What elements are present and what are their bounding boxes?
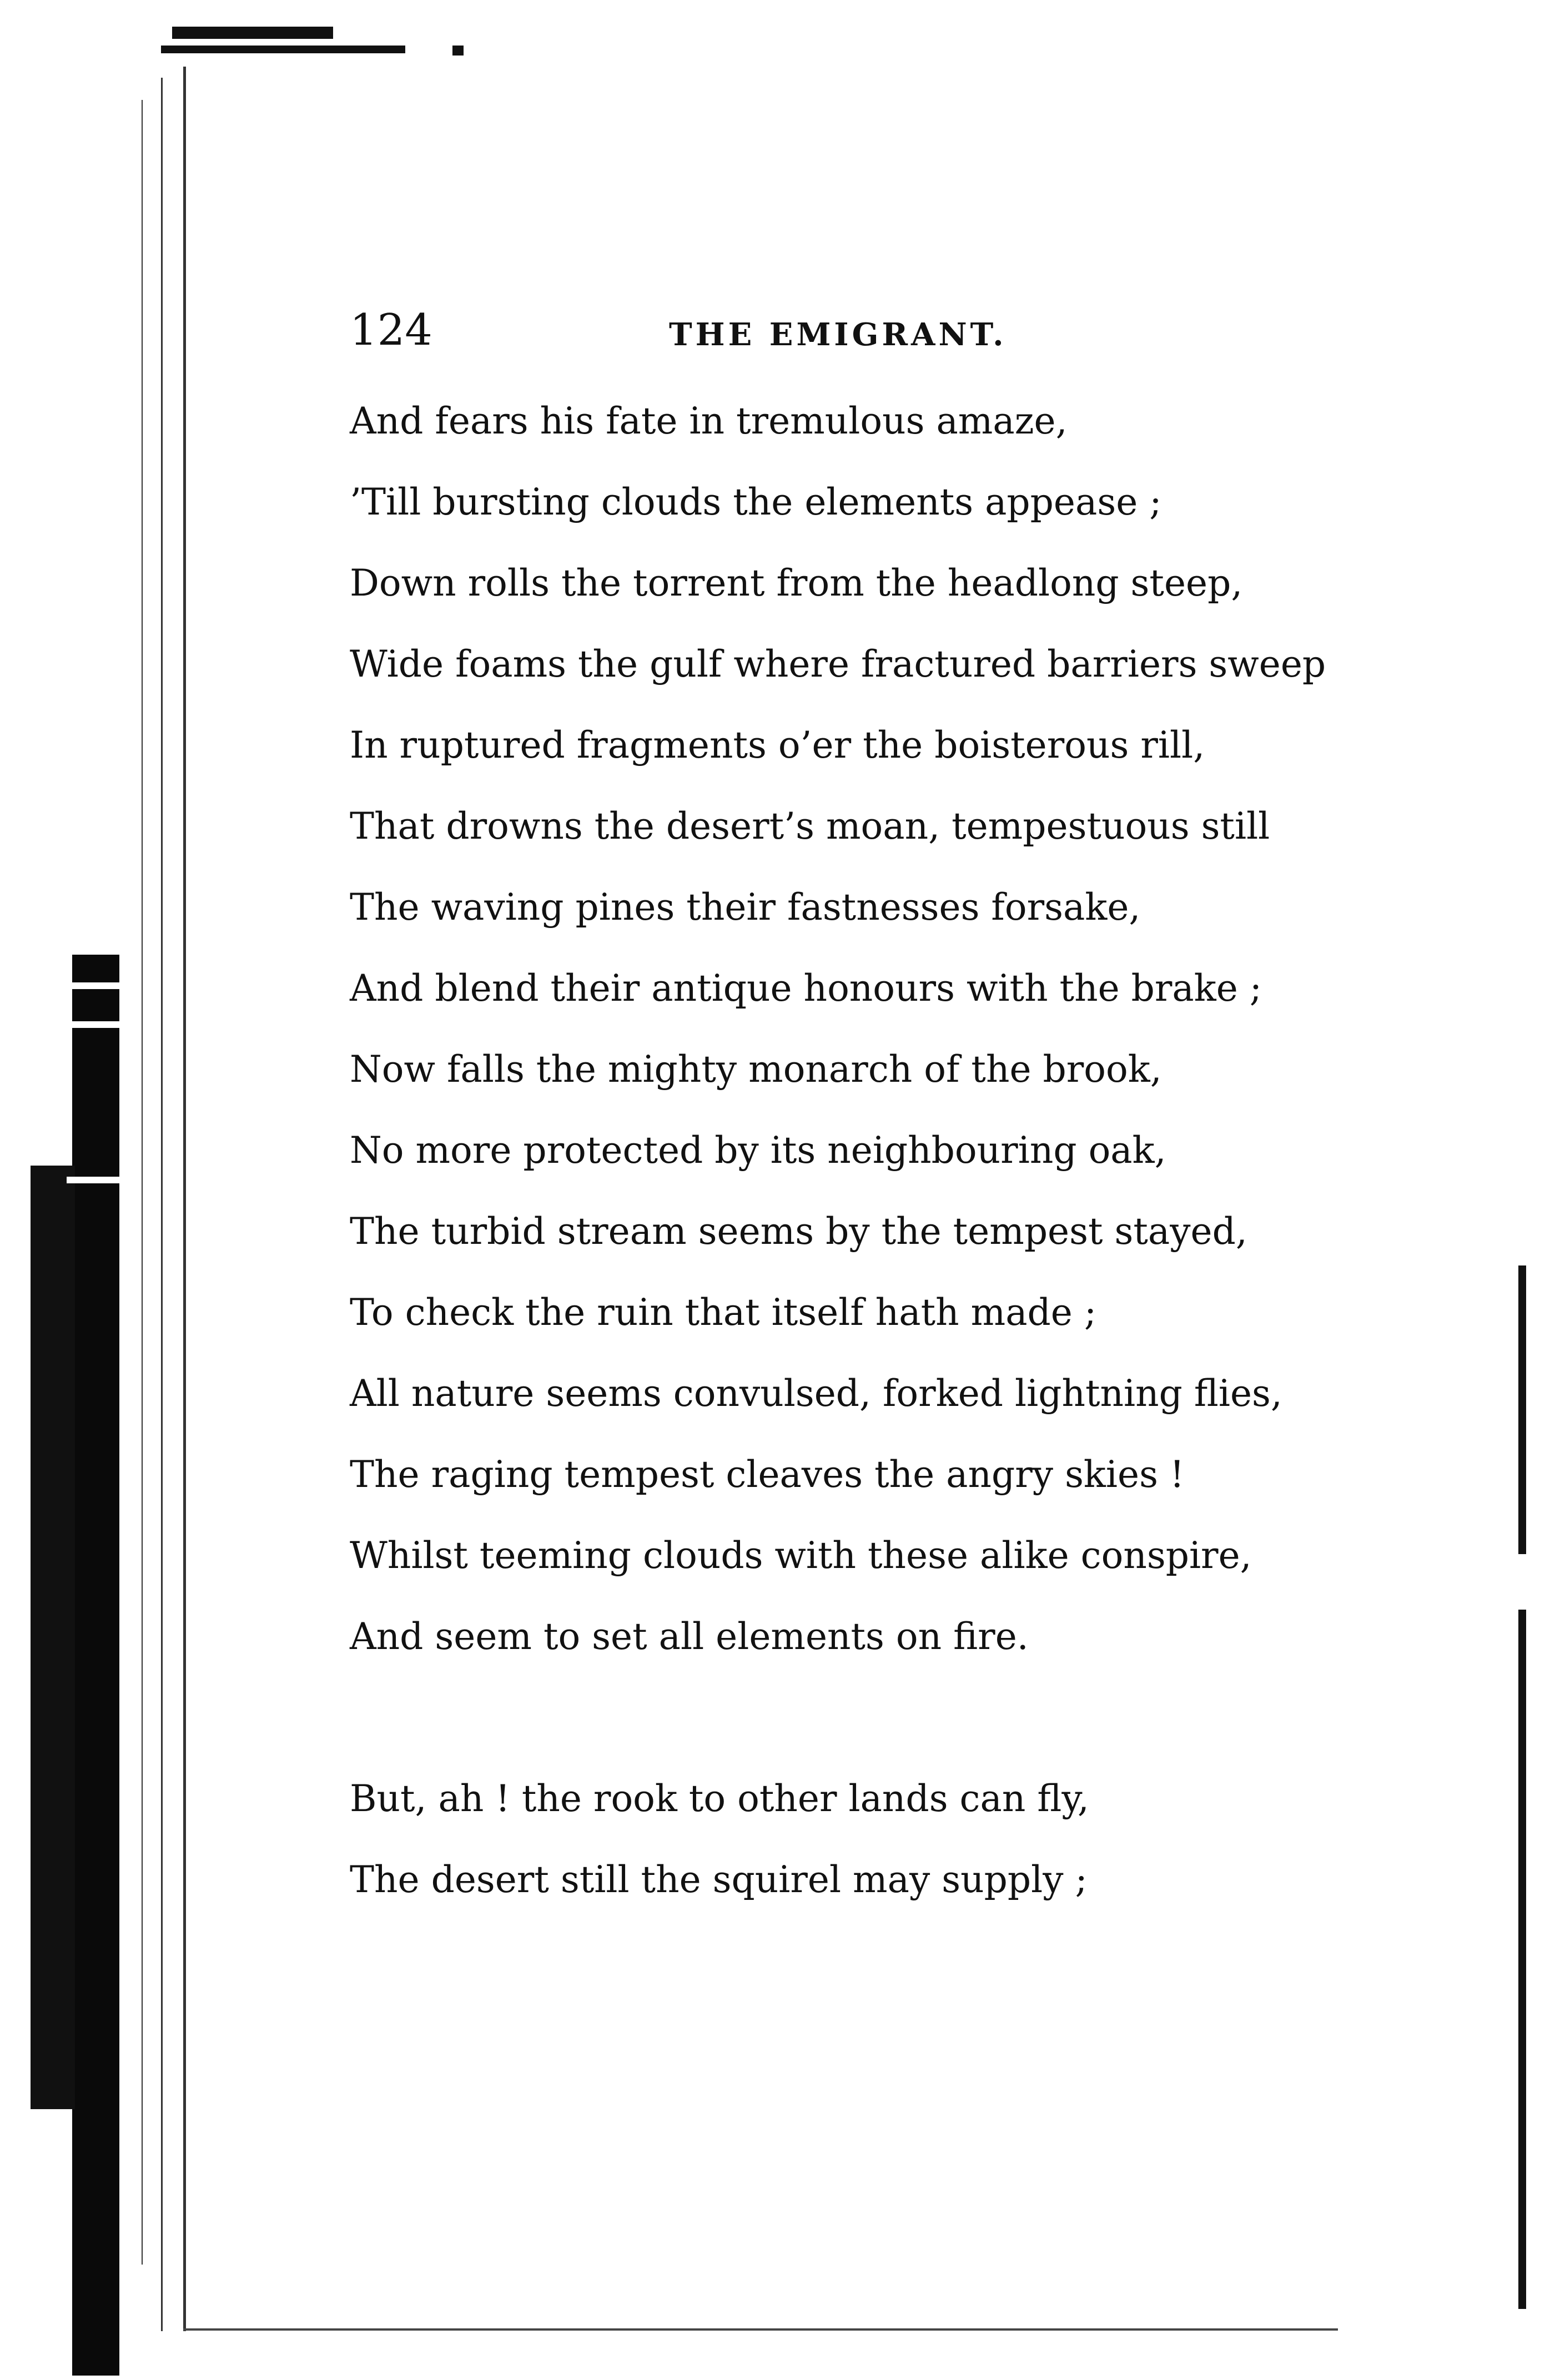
scan-artifact-gap — [67, 1177, 128, 1183]
running-title: THE EMIGRANT. — [669, 316, 1007, 353]
verse-line: All nature seems convulsed, forked lightning flies, — [350, 1372, 1282, 1415]
scan-artifact-top-bar — [172, 27, 333, 39]
verse-line: Now falls the mighty monarch of the brook, — [350, 1048, 1162, 1091]
scan-artifact-dot — [452, 46, 464, 56]
stanza — [350, 1758, 1405, 1920]
verse-line: That drowns the desert’s moan, tempestuous still — [350, 805, 1270, 848]
verse-line: And seem to set all elements on fire. — [350, 1615, 1029, 1658]
verse-line: And fears his fate in tremulous amaze, — [350, 400, 1068, 442]
scan-artifact-right-edge — [1518, 1265, 1526, 1554]
verse-line: And blend their antique honours with the brake ; — [350, 967, 1262, 1010]
stanza — [350, 381, 1405, 1677]
verse-line: The turbid stream seems by the tempest stayed, — [350, 1210, 1247, 1253]
binding-edge-line — [142, 100, 143, 2265]
scan-artifact-right-edge — [1518, 1610, 1526, 2309]
verse-line: In ruptured fragments o’er the boisterous rill, — [350, 724, 1205, 767]
binding-edge-line — [183, 67, 186, 2331]
scan-artifact-top-rule — [161, 46, 405, 53]
verse-line: The waving pines their fastnesses forsake, — [350, 886, 1141, 929]
verse-line: The raging tempest cleaves the angry skies ! — [350, 1453, 1185, 1496]
binding-edge-line — [161, 78, 163, 2331]
page-number: 124 — [350, 305, 432, 355]
scan-artifact-binding-shadow — [31, 1166, 75, 2109]
book-page — [350, 300, 1405, 1920]
verse-line: The desert still the squirel may supply ; — [350, 1858, 1088, 1901]
scan-artifact-binding-shadow — [72, 955, 119, 2376]
scan-artifact-gap — [67, 1021, 128, 1028]
verse-line: No more protected by its neighbouring oak, — [350, 1129, 1166, 1172]
running-head — [350, 300, 1405, 361]
scan-artifact-bottom-rule — [183, 2328, 1338, 2331]
verse-line: Whilst teeming clouds with these alike conspire, — [350, 1534, 1252, 1577]
verse-line: ’Till bursting clouds the elements appease ; — [350, 481, 1162, 523]
verse-line: Wide foams the gulf where fractured barriers sweep — [350, 643, 1326, 685]
verse-line: Down rolls the torrent from the headlong steep, — [350, 562, 1243, 604]
verse-line: To check the ruin that itself hath made ; — [350, 1291, 1097, 1334]
verse-line: But, ah ! the rook to other lands can fly, — [350, 1777, 1089, 1820]
scan-artifact-gap — [67, 982, 128, 989]
